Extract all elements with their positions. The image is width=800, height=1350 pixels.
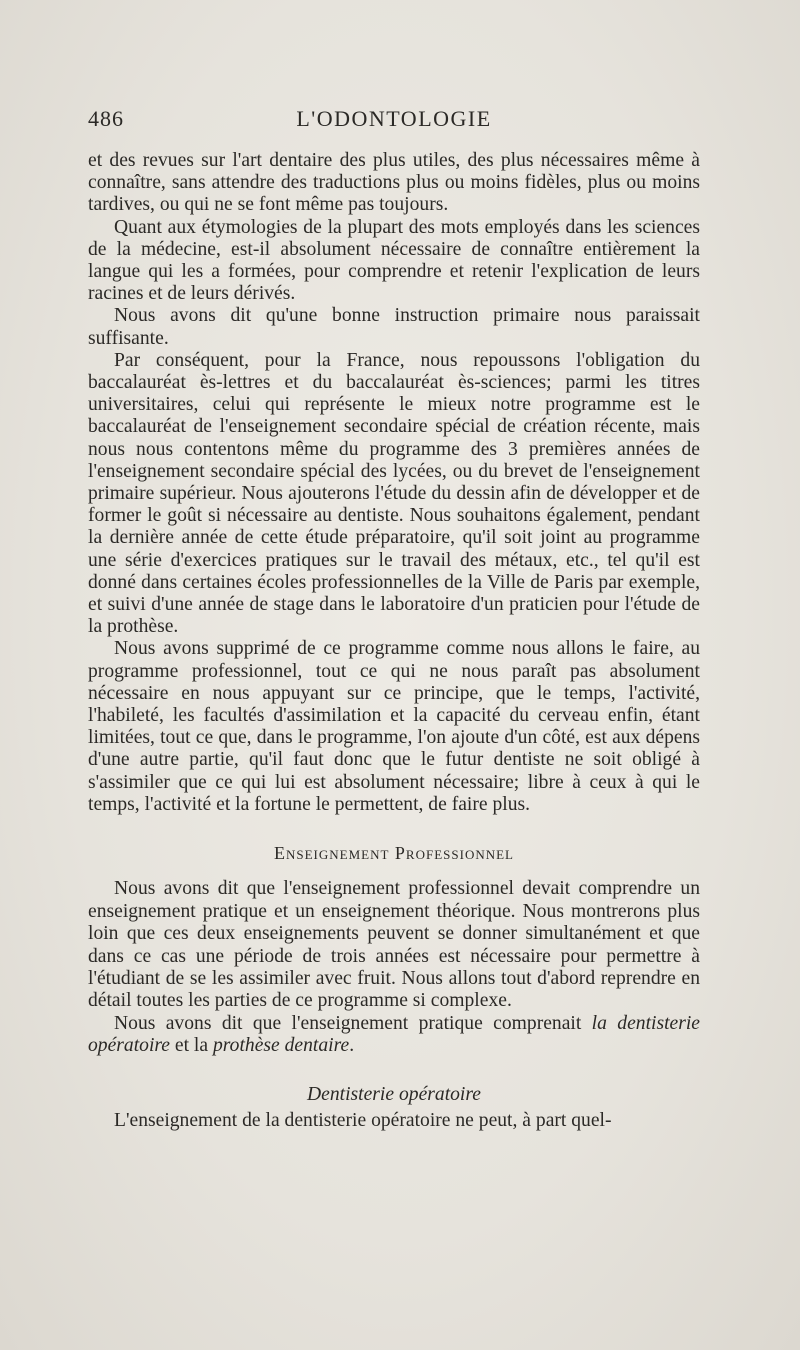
paragraph: et des revues sur l'art dentaire des plus utiles, des plus nécessaires même à connaître, sans attendre des traductions plus ou moins fidèles, plus ou moins tardives, ou qui ne se font même pas toujours. bbox=[88, 150, 700, 216]
paragraph: L'enseignement de la dentisterie opératoire ne peut, à part quel- bbox=[114, 1109, 612, 1131]
page-header bbox=[88, 106, 700, 142]
page-body bbox=[88, 150, 700, 1132]
section-body bbox=[88, 878, 700, 1132]
paragraph: Nous avons dit que l'enseignement professionnel devait comprendre un enseignement pratique et un enseignement théorique. Nous montrerons plus loin que ces deux enseignements peuvent se donner simultanément et que dans ce cas une période de trois années est nécessaire pour permettre à l'étudiant de se les assimiler avec fruit. Nous allons tout d'abord reprendre en détail toutes les parties de ce programme si complexe. bbox=[88, 878, 700, 1012]
italic-term: prothèse dentaire bbox=[212, 1035, 350, 1057]
paragraph-with-italics: Nous avons dit que l'enseignement pratique comprenait la dentisterie opératoire et la prothèse dentaire. bbox=[88, 1012, 700, 1057]
paragraph: Nous avons dit qu'une bonne instruction primaire nous paraissait suffisante. bbox=[88, 305, 700, 349]
paragraph: Quant aux étymologies de la plupart des mots employés dans les sciences de la médecine, est-il absolument nécessaire de connaître entièrement la langue qui les a formées, pour comprendre et retenir l'explication de leurs racines et de leurs dérivés. bbox=[88, 216, 700, 305]
italic-term: la dentisterie opératoire bbox=[88, 1012, 700, 1057]
section-heading: Enseignement Professionnel bbox=[273, 843, 514, 864]
paragraph: Par conséquent, pour la France, nous repoussons l'obligation du baccalauréat ès-lettres et du baccalauréat ès-sciences; parmi les titres universitaires, celui qui représente le mieux notre programme est le baccalauréat de l'enseignement secondaire spécial de création récente, mais nous nous contentons même du programme des 3 premières années de l'enseignement secondaire spécial des lycées, ou du brevet de l'enseignement primaire supérieur. Nous ajouterons l'étude du dessin afin de développer et de former le goût si nécessaire au dentiste. Nous souhaitons également, pendant la dernière année de cette étude préparatoire, qu'il soit joint au programme une série d'exercices pratiques sur le travail des métaux, etc., tel qu'il est donné dans certaines écoles professionnelles de la Ville de Paris par exemple, et suivi d'une année de stage dans le laboratoire d'un praticien pour l'étude de la prothèse. bbox=[88, 349, 700, 638]
page-number: 486 bbox=[88, 106, 124, 131]
paragraph: Nous avons supprimé de ce programme comme nous allons le faire, au programme professionnel, tout ce qui ne nous paraît pas absolument nécessaire en nous appuyant sur ce principe, que le temps, l'activité, l'habileté, les facultés d'assimilation et la capacité du cerveau enfin, étant limitées, tout ce que, dans le programme, l'on ajoute d'un côté, est aux dépens d'une autre partie, qu'il faut donc que le futur dentiste ne soit obligé à s'assimiler que ce qui lui est absolument nécessaire; libre à ceux à qui le temps, l'activité et la fortune le permettent, de faire plus. bbox=[88, 638, 700, 815]
running-title: L'ODONTOLOGIE bbox=[296, 106, 492, 131]
subsection-heading: Dentisterie opératoire bbox=[307, 1083, 481, 1105]
